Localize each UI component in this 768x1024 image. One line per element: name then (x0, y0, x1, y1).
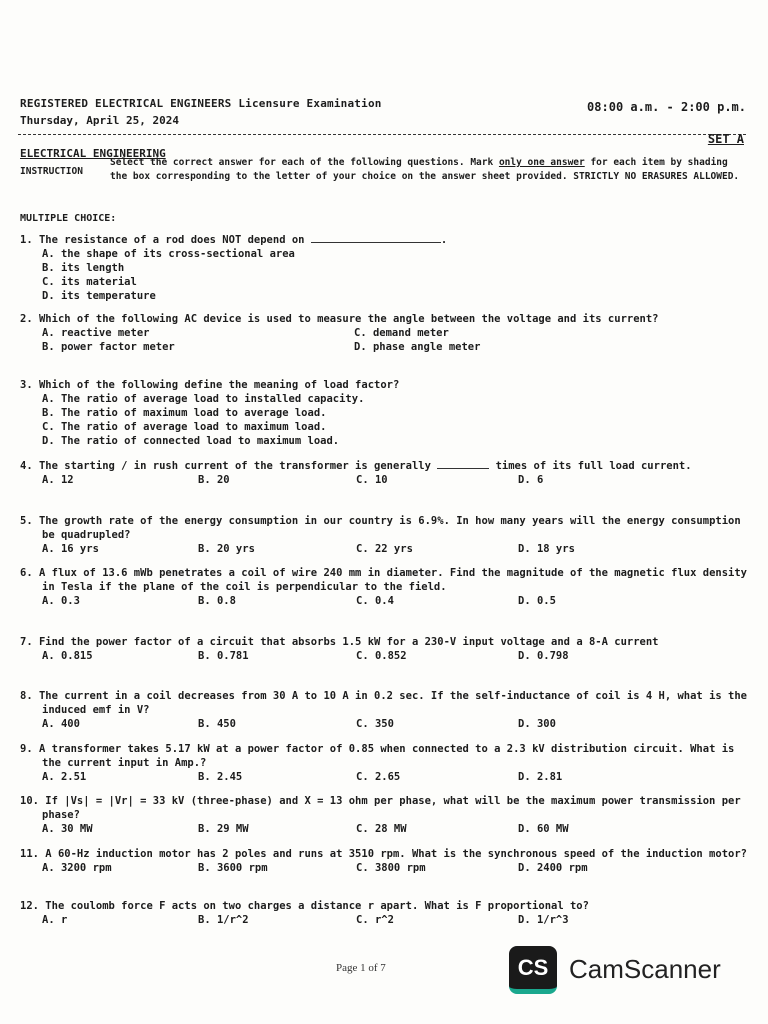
question-stem: If |Vs| = |Vr| = 33 kV (three-phase) and X = 13 ohm per phase, what will be the maximum power transmission per phase? (42, 795, 741, 821)
option: B. 2.45 (198, 771, 243, 783)
question-9 (20, 742, 758, 784)
option: D. 0.798 (518, 650, 569, 662)
question-number: 7. (20, 636, 33, 648)
question-1: 1. The resistance of a rod does NOT depend on . A. the shape of its cross-sectional area B. its length C. its material D. its temperature (20, 233, 758, 303)
option: D. 1/r^3 (518, 914, 569, 926)
option: B. 3600 rpm (198, 862, 268, 874)
option: B. The ratio of maximum load to average load. (42, 407, 327, 419)
question-number: 2. (20, 313, 33, 325)
option: C. 2.65 (356, 771, 401, 783)
question-number: 1. (20, 234, 33, 246)
section-label: MULTIPLE CHOICE: (20, 213, 117, 224)
option: A. 0.815 (42, 650, 93, 662)
option: B. 0.8 (198, 595, 236, 607)
exam-time: 08:00 a.m. - 2:00 p.m. (587, 100, 746, 114)
question-number: 8. (20, 690, 33, 702)
question-3 (20, 378, 758, 448)
question-number: 9. (20, 743, 33, 755)
option: C. demand meter (354, 327, 449, 339)
option: A. 2.51 (42, 771, 87, 783)
option: C. 0.852 (356, 650, 407, 662)
page-number: Page 1 of 7 (336, 962, 386, 974)
option: B. 450 (198, 718, 236, 730)
option: D. its temperature (42, 290, 156, 302)
option: A. the shape of its cross-sectional area (42, 248, 295, 260)
header-divider (18, 134, 746, 135)
question-5 (20, 514, 758, 556)
question-stem: The growth rate of the energy consumption in our country is 6.9%. In how many years will the energy consumption be quadrupled? (38, 515, 741, 541)
option: D. 6 (518, 474, 544, 486)
option: B. its length (42, 262, 125, 274)
option: D. 300 (518, 718, 556, 730)
question-stem: The current in a coil decreases from 30 A to 10 A in 0.2 sec. If the self-inductance of coil is 4 H, what is the induced emf in V? (38, 690, 747, 716)
option: B. 0.781 (198, 650, 249, 662)
option: A. reactive meter (42, 327, 150, 339)
option: B. 1/r^2 (198, 914, 249, 926)
option: A. 400 (42, 718, 80, 730)
instruction-text-a: Select the correct answer for each of the following questions. Mark (110, 157, 499, 168)
question-stem: The starting / in rush current of the transformer is generally (38, 460, 431, 472)
option: D. 0.5 (518, 595, 556, 607)
exam-date: Thursday, April 25, 2024 (20, 114, 179, 127)
option: B. power factor meter (42, 341, 175, 353)
option: A. 16 yrs (42, 543, 99, 555)
question-stem-cont: times of its full load current. (495, 460, 692, 472)
option: D. phase angle meter (354, 341, 481, 353)
camscanner-logo-icon: CS (509, 946, 557, 994)
question-number: 11. (20, 848, 39, 860)
question-8 (20, 689, 758, 731)
question-number: 3. (20, 379, 33, 391)
subject-title: ELECTRICAL ENGINEERING (20, 147, 166, 160)
question-stem: A flux of 13.6 mWb penetrates a coil of wire 240 mm in diameter. Find the magnitude of the magnetic flux density in Tesla if the plane of the coil is perpendicular to the field. (38, 567, 747, 593)
option: C. its material (42, 276, 137, 288)
instruction-text-b: for each item by shading the box corresponding to the letter of your choice on the answer sheet provided. STRICTLY NO ERASURES ALLOWED. (110, 157, 740, 182)
instruction-text (110, 156, 750, 184)
option: A. 30 MW (42, 823, 93, 835)
question-number: 5. (20, 515, 33, 527)
question-stem: The coulomb force F acts on two charges a distance r apart. What is F proportional to? (45, 900, 589, 912)
option: B. 20 yrs (198, 543, 255, 555)
option: A. The ratio of average load to installed capacity. (42, 393, 365, 405)
question-11 (20, 847, 758, 875)
option: A. r (42, 914, 68, 926)
answer-blank (437, 468, 489, 469)
question-stem: Find the power factor of a circuit that absorbs 1.5 kW for a 230-V input voltage and a 8-A current (38, 636, 659, 648)
option: A. 3200 rpm (42, 862, 112, 874)
option: C. r^2 (356, 914, 394, 926)
option: D. 60 MW (518, 823, 569, 835)
option: C. 28 MW (356, 823, 407, 835)
question-6 (20, 566, 758, 608)
instruction-underlined: only one answer (498, 157, 585, 168)
option: D. 2.81 (518, 771, 563, 783)
question-number: 10. (20, 795, 39, 807)
option: B. 29 MW (198, 823, 249, 835)
option: A. 12 (42, 474, 74, 486)
question-stem: Which of the following define the meaning of load factor? (38, 379, 400, 391)
option: D. 2400 rpm (518, 862, 588, 874)
question-7 (20, 635, 758, 663)
option: B. 20 (198, 474, 230, 486)
option: C. 10 (356, 474, 388, 486)
option: C. 3800 rpm (356, 862, 426, 874)
question-12 (20, 899, 758, 927)
question-4 (20, 459, 758, 487)
instruction-label: INSTRUCTION (20, 166, 83, 177)
question-number: 4. (20, 460, 33, 472)
option: C. The ratio of average load to maximum load. (42, 421, 327, 433)
question-stem: Which of the following AC device is used to measure the angle between the voltage and its current? (38, 313, 659, 325)
question-stem: The resistance of a rod does NOT depend on (38, 234, 305, 246)
question-number: 12. (20, 900, 39, 912)
answer-blank (311, 242, 441, 243)
question-2 (20, 312, 758, 354)
option: A. 0.3 (42, 595, 80, 607)
set-label: SET A (707, 132, 744, 146)
question-number: 6. (20, 567, 33, 579)
option: C. 22 yrs (356, 543, 413, 555)
question-10 (20, 794, 758, 836)
option: C. 0.4 (356, 595, 394, 607)
option: D. The ratio of connected load to maximum load. (42, 435, 340, 447)
exam-title: REGISTERED ELECTRICAL ENGINEERS Licensure Examination (20, 97, 382, 110)
option: D. 18 yrs (518, 543, 575, 555)
question-stem: A 60-Hz induction motor has 2 poles and runs at 3510 rpm. What is the synchronous speed of the induction motor? (45, 848, 747, 860)
question-stem: A transformer takes 5.17 kW at a power factor of 0.85 when connected to a 2.3 kV distribution circuit. What is the current input in Amp.? (38, 743, 735, 769)
camscanner-brand: CamScanner (569, 954, 721, 984)
option: C. 350 (356, 718, 394, 730)
